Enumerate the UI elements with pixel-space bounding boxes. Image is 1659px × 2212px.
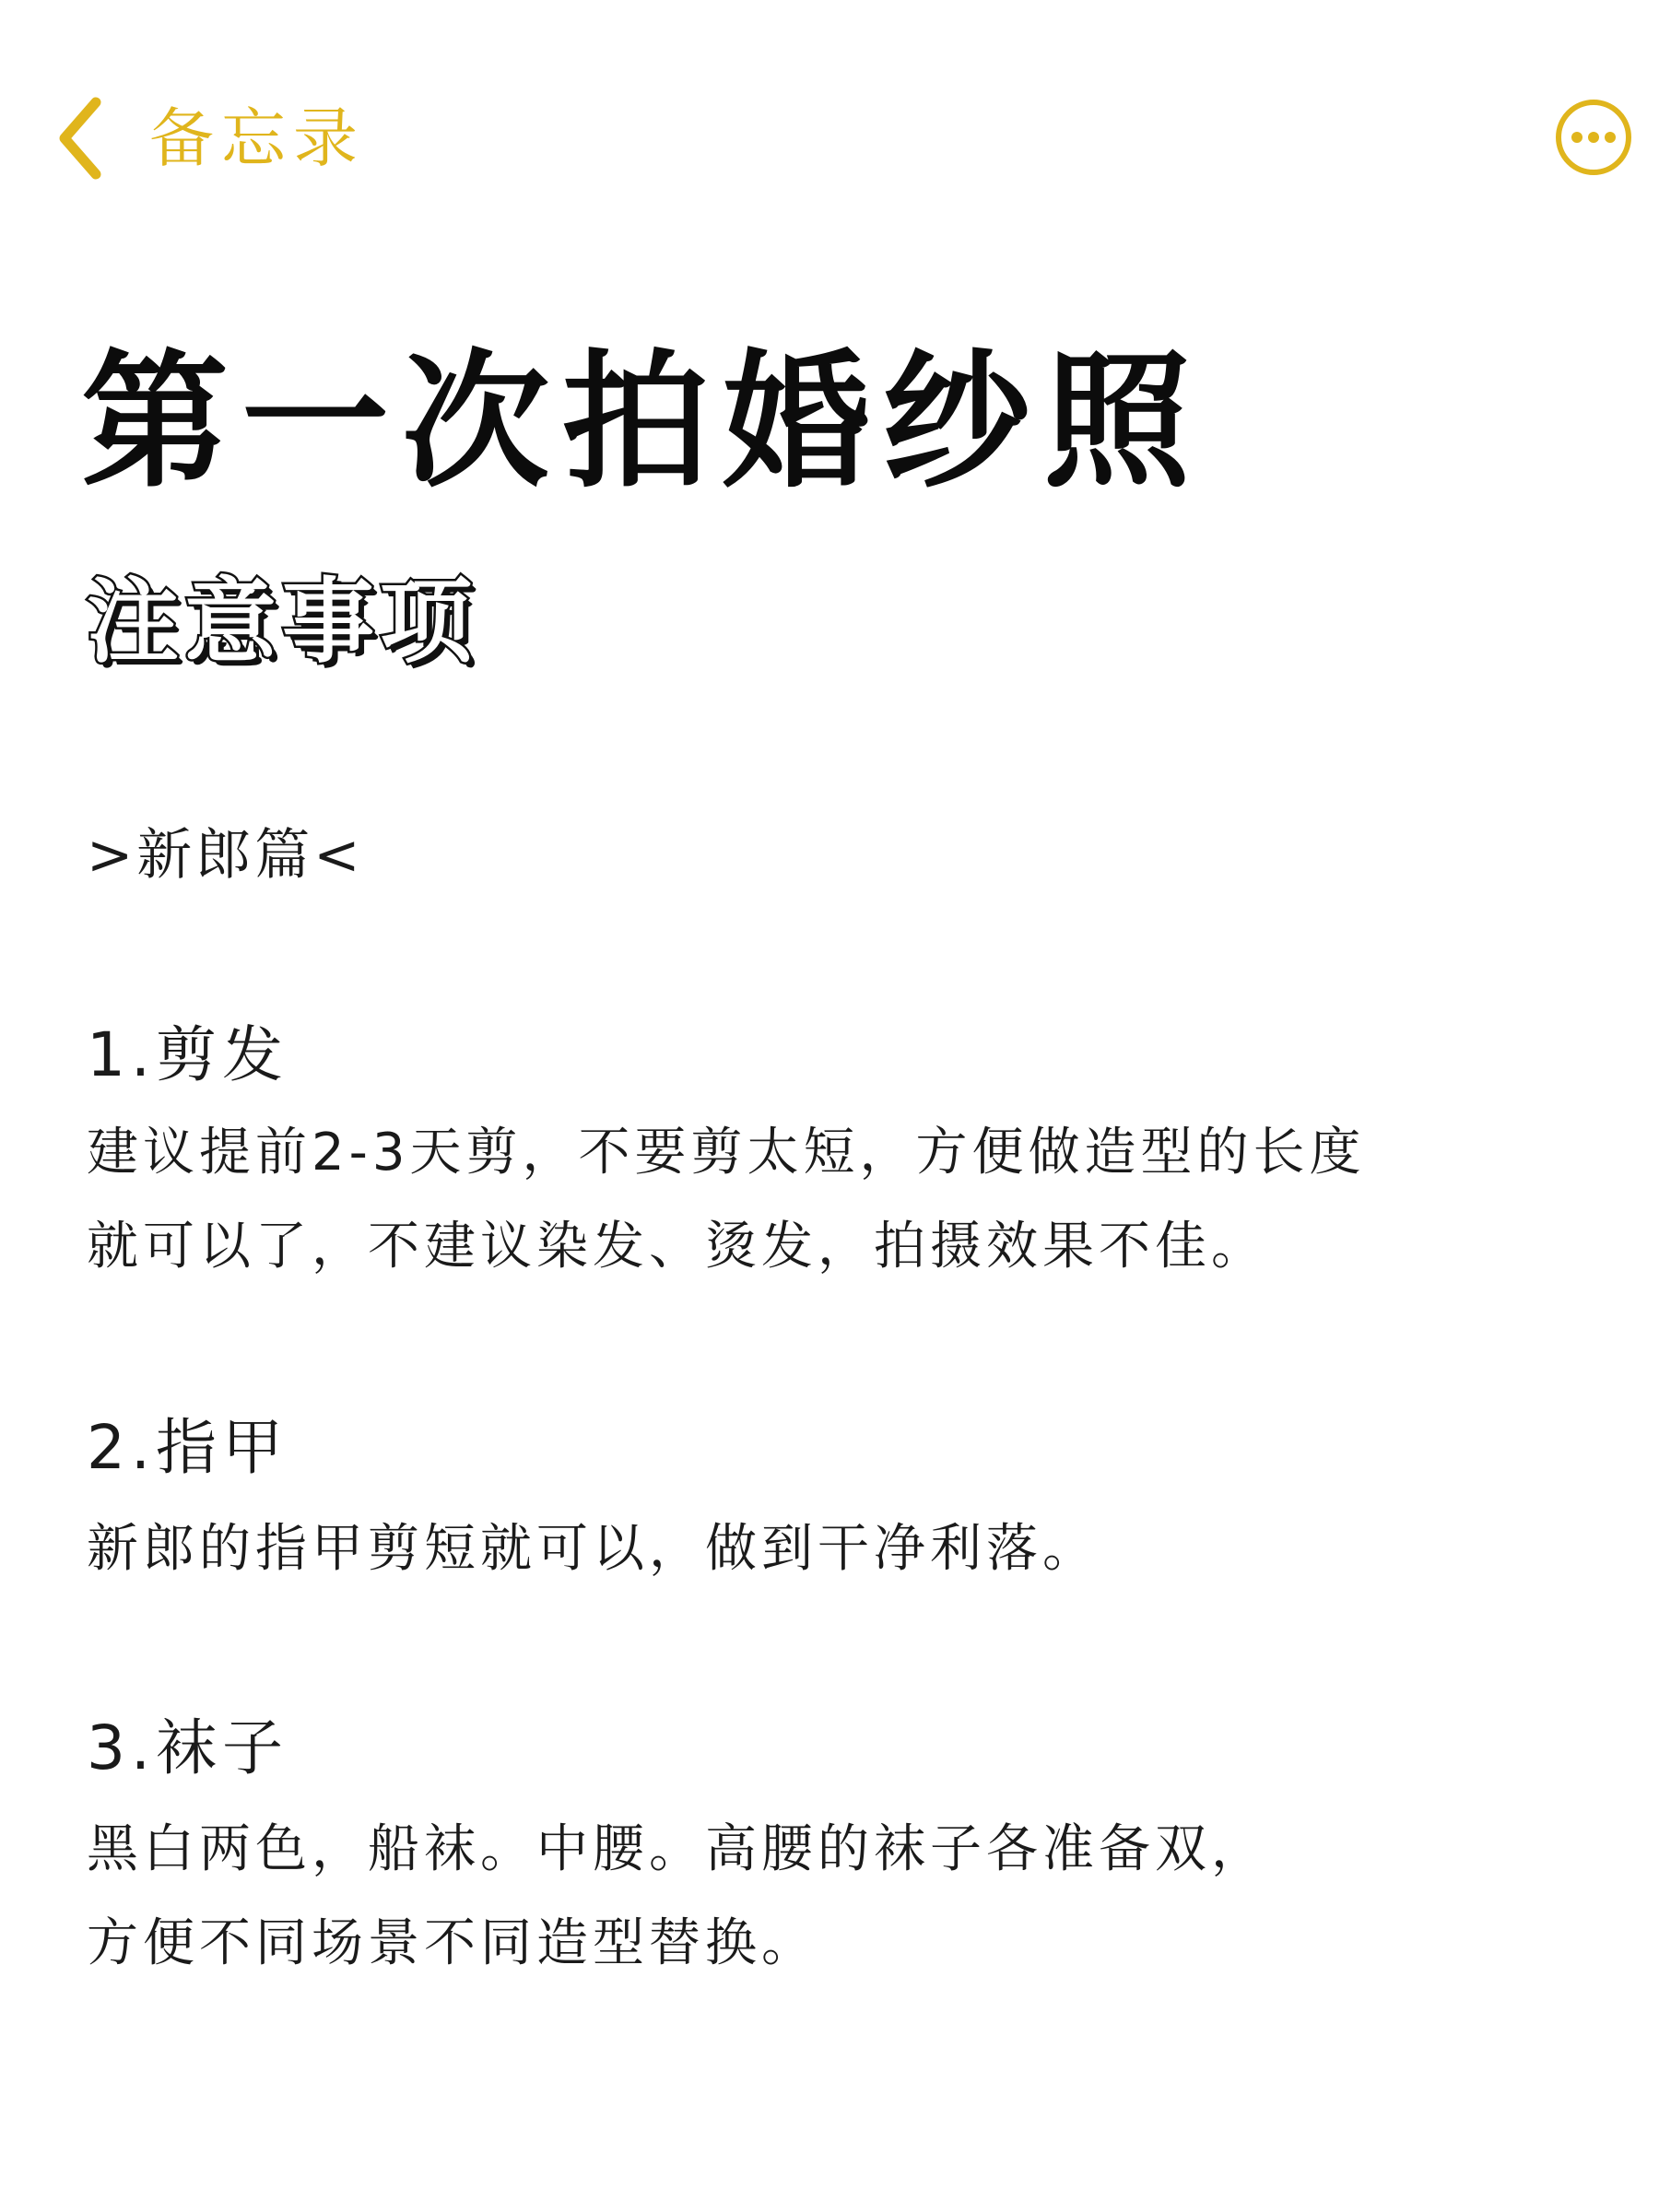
item-body (87, 1502, 1598, 1596)
item-body-line: 建议提前2-3天剪，不要剪太短，方便做造型的长度 (87, 1123, 1366, 1182)
more-button[interactable] (1555, 99, 1632, 176)
item-heading: 1.剪发 (87, 1019, 288, 1090)
item-body-line: 黑白两色，船袜。中腰。高腰的袜子各准备双， (87, 1819, 1267, 1879)
item-body (87, 1803, 1598, 1991)
more-horizontal-circle-icon (1555, 99, 1632, 176)
note-subtitle: 注意事项 (87, 568, 477, 676)
section-label: >新郎篇< (87, 823, 364, 888)
navigation-bar (0, 0, 1659, 276)
note-title: 第一次拍婚纱照 (81, 335, 1205, 508)
item-heading: 3.袜子 (87, 1712, 288, 1783)
item-body-line: 新郎的指甲剪短就可以，做到干净利落。 (87, 1519, 1099, 1579)
chevron-left-icon (57, 97, 103, 180)
back-label: 备忘录 (149, 100, 365, 176)
item-body-line: 方便不同场景不同造型替换。 (87, 1913, 818, 1973)
item-body (87, 1106, 1598, 1294)
back-button[interactable] (57, 92, 365, 184)
item-heading: 2.指甲 (87, 1412, 288, 1483)
item-body-line: 就可以了，不建议染发、烫发，拍摄效果不佳。 (87, 1217, 1267, 1277)
